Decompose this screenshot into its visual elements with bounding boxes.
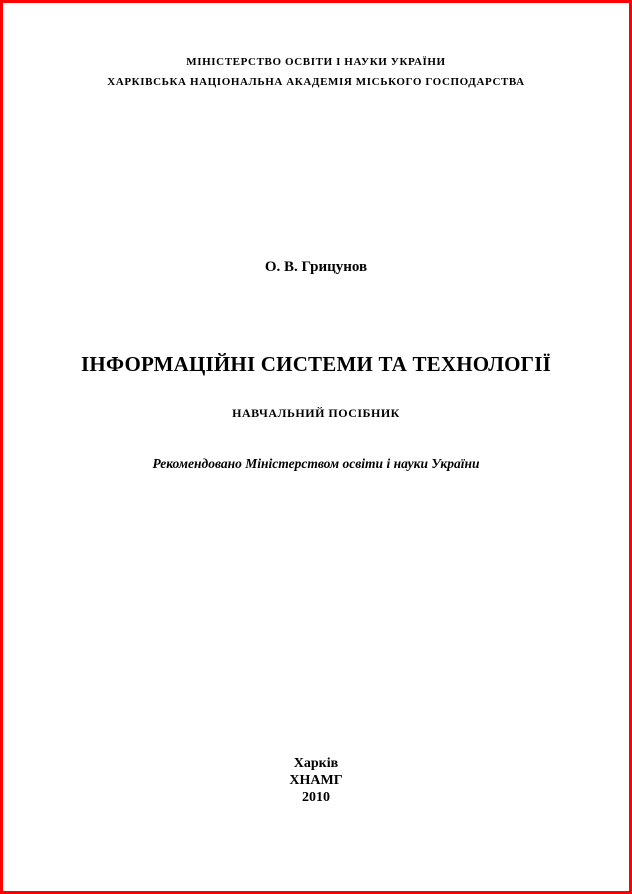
recommendation-note: Рекомендовано Міністерством освіти і науки України: [152, 456, 480, 471]
academy-heading: ХАРКІВСЬКА НАЦІОНАЛЬНА АКАДЕМІЯ МІСЬКОГО ГОСПОДАРСТВА: [107, 76, 525, 88]
author-name: О. В. Грицунов: [264, 259, 368, 275]
ministry-heading: МІНІСТЕРСТВО ОСВІТИ І НАУКИ УКРАЇНИ: [186, 56, 446, 68]
publication-year: 2010: [302, 790, 330, 805]
document-subtitle: НАВЧАЛЬНИЙ ПОСІБНИК: [232, 406, 400, 420]
publication-city: Харків: [293, 756, 339, 771]
publisher-name: ХНАМГ: [289, 773, 343, 788]
document-title: ІНФОРМАЦІЙНІ СИСТЕМИ ТА ТЕХНОЛОГІЇ: [81, 352, 551, 376]
